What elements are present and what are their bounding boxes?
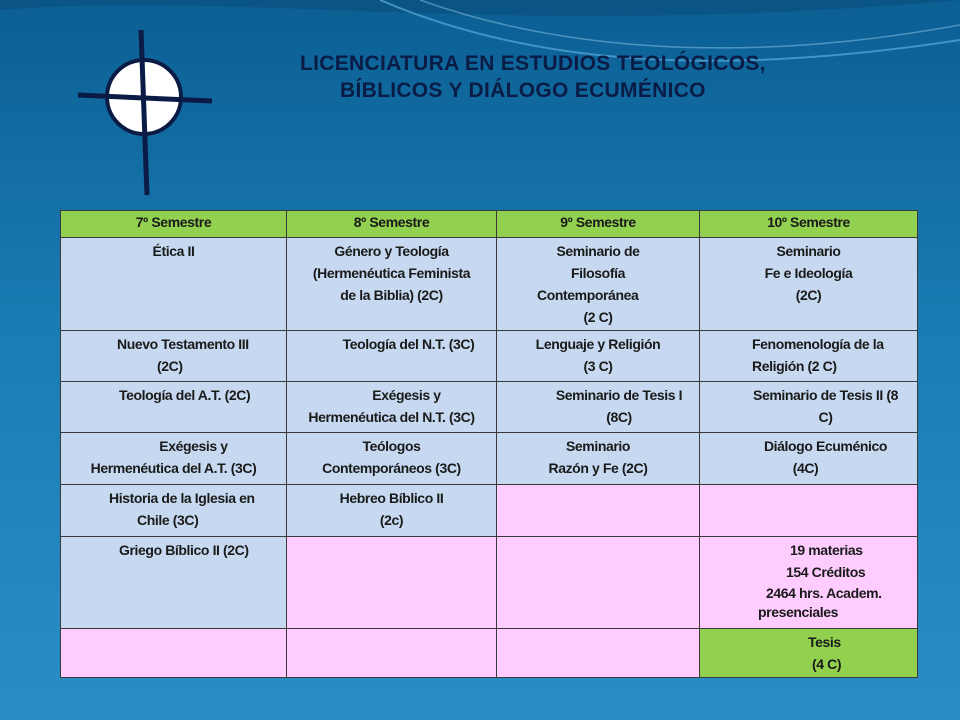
course-cell xyxy=(497,238,700,331)
course-name: Historia de la Iglesia en xyxy=(109,490,255,506)
table-row xyxy=(61,485,918,537)
course-credits: (2C) xyxy=(795,287,822,303)
course-name: Griego Bíblico II (2C) xyxy=(119,542,249,558)
course-credits: (4 C) xyxy=(812,656,842,672)
course-credits: (3 C) xyxy=(583,358,613,374)
semester-header-row xyxy=(61,211,918,238)
course-name: Exégesis y xyxy=(159,438,228,454)
course-name: Nuevo Testamento III xyxy=(117,336,249,352)
course-cell xyxy=(497,382,700,433)
course-detail: Razón y Fe (2C) xyxy=(548,460,648,476)
course-name: Lenguaje y Religión xyxy=(535,336,661,352)
title-line-1: LICENCIATURA EN ESTUDIOS TEOLÓGICOS, xyxy=(300,52,766,75)
course-credits: (2 C) xyxy=(583,309,613,325)
table-row xyxy=(61,629,918,678)
semester-7-header: 7º Semestre xyxy=(61,211,287,238)
course-name: Exégesis y xyxy=(372,387,441,403)
table-row xyxy=(61,238,918,331)
course-detail: Hermenéutica del N.T. (3C) xyxy=(308,409,475,425)
course-detail: Contemporáneos (3C) xyxy=(322,460,461,476)
course-name: Teología del A.T. (2C) xyxy=(119,387,251,403)
course-cell xyxy=(287,485,497,537)
summary-subjects: 19 materias xyxy=(790,542,863,558)
cross-circle-logo-icon xyxy=(70,25,220,200)
table-row xyxy=(61,537,918,629)
semester-9-header: 9º Semestre xyxy=(497,211,700,238)
course-name: Seminario de Tesis I xyxy=(555,387,683,403)
table-row xyxy=(61,382,918,433)
course-cell xyxy=(700,382,918,433)
course-name: Tesis xyxy=(808,634,841,650)
empty-cell xyxy=(497,485,700,537)
table-row xyxy=(61,433,918,485)
course-cell xyxy=(287,433,497,485)
course-cell xyxy=(287,331,497,382)
course-name: Ética II xyxy=(152,243,195,259)
course-detail: Contemporánea xyxy=(537,287,639,303)
course-cell xyxy=(700,331,918,382)
course-detail: Chile (3C) xyxy=(137,512,199,528)
thesis-cell xyxy=(700,629,918,678)
course-cell xyxy=(61,537,287,629)
course-name: Hebreo Bíblico II xyxy=(339,490,444,506)
course-cell xyxy=(61,485,287,537)
course-name: Género y Teología xyxy=(334,243,449,259)
course-name: Seminario de xyxy=(556,243,640,259)
course-credits: C) xyxy=(818,409,833,425)
title-line-2: BÍBLICOS Y DIÁLOGO ECUMÉNICO xyxy=(340,79,706,102)
course-detail: Hermenéutica del A.T. (3C) xyxy=(90,460,257,476)
course-name: Seminario xyxy=(565,438,631,454)
course-cell xyxy=(287,238,497,331)
summary-hours: 2464 hrs. Academ. xyxy=(766,585,882,601)
empty-cell xyxy=(497,629,700,678)
course-cell xyxy=(497,331,700,382)
summary-cell xyxy=(700,537,918,629)
course-cell xyxy=(700,238,918,331)
course-detail: Religión (2 C) xyxy=(752,358,837,374)
course-cell xyxy=(61,331,287,382)
semester-8-header: 8º Semestre xyxy=(287,211,497,238)
course-cell xyxy=(61,238,287,331)
course-cell xyxy=(61,433,287,485)
page-title xyxy=(300,50,940,104)
table-row xyxy=(61,331,918,382)
course-name: Seminario de Tesis II (8 xyxy=(753,387,898,403)
empty-cell xyxy=(287,537,497,629)
empty-cell xyxy=(497,537,700,629)
course-name: Fenomenología de la xyxy=(752,336,884,352)
empty-cell xyxy=(700,485,918,537)
course-detail: de la Biblia) (2C) xyxy=(340,287,443,303)
summary-hours-detail: presenciales xyxy=(758,604,839,620)
empty-cell xyxy=(61,629,287,678)
course-name: Seminario xyxy=(776,243,841,259)
course-detail: Filosofía xyxy=(571,265,625,281)
course-name: Teología del N.T. (3C) xyxy=(342,336,475,352)
semester-10-header: 10º Semestre xyxy=(700,211,918,238)
course-cell xyxy=(61,382,287,433)
course-cell xyxy=(287,382,497,433)
course-name: Diálogo Ecuménico xyxy=(763,438,888,454)
course-credits: (4C) xyxy=(792,460,819,476)
course-detail: Fe e Ideología xyxy=(764,265,853,281)
course-cell xyxy=(700,433,918,485)
course-credits: (8C) xyxy=(606,409,632,425)
course-credits: (2C) xyxy=(157,358,183,374)
course-cell xyxy=(497,433,700,485)
course-credits: (2c) xyxy=(379,512,404,528)
curriculum-table xyxy=(60,210,918,678)
empty-cell xyxy=(287,629,497,678)
course-detail: (Hermenéutica Feminista xyxy=(312,265,471,281)
course-name: Teólogos xyxy=(362,438,421,454)
summary-credits: 154 Créditos xyxy=(786,564,866,580)
